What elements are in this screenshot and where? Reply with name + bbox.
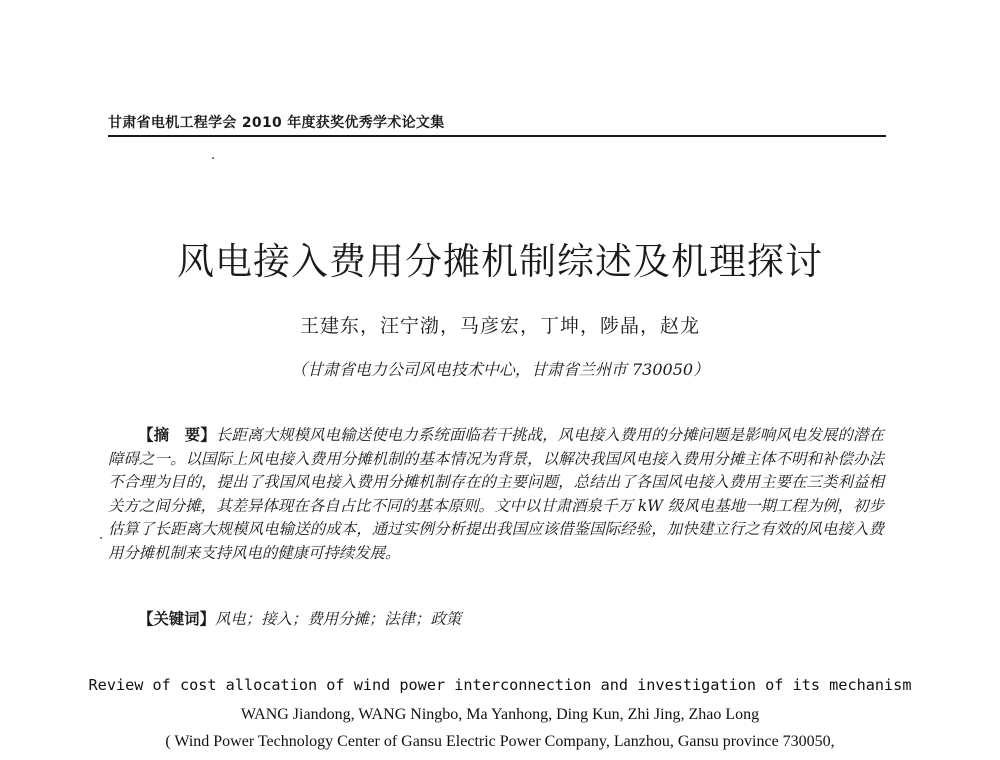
keywords-label: 【关键词】: [138, 610, 215, 628]
abstract-label: 【摘 要】: [138, 426, 216, 444]
scan-speck: [212, 157, 214, 159]
keywords-text: 风电；接入；费用分摊；法律；政策: [214, 610, 462, 628]
scan-speck: [100, 537, 102, 539]
english-authors: WANG Jiandong, WANG Ningbo, Ma Yanhong, Ding Kun, Zhi Jing, Zhao Long: [240, 706, 760, 723]
english-affiliation: ( Wind Power Technology Center of Gansu Electric Power Company, Lanzhou, Gansu province 730050,: [165, 733, 835, 750]
keywords: [138, 608, 884, 631]
affiliation: （甘肃省电力公司风电技术中心，甘肃省兰州市 730050）: [290, 360, 710, 379]
paper-title: 风电接入费用分摊机制综述及机理探讨: [177, 240, 823, 283]
abstract: [108, 424, 884, 566]
running-header: 甘肃省电机工程学会 2010 年度获奖优秀学术论文集: [108, 115, 445, 131]
author-list: 王建东，汪宁渤，马彦宏，丁坤，陟晶，赵龙: [299, 315, 700, 337]
abstract-text: 长距离大规模风电输送使电力系统面临若干挑战，风电接入费用的分摊问题是影响风电发展的潜在障碍之一。以国际上风电接入费用分摊机制的基本情况为背景，以解决我国风电接入费用分摊主体不明和补偿办法不合理为目的，提出了我国风电接入费用分摊机制存在的主要问题，总结出了各国风电接入费用主要在三类利益相关方之间分摊，其差异体现在各自占比不同的基本原则。文中以甘肃酒泉千万 kW 级风电基地一期工程为例，初步估算了长距离大规模风电输送的成本，通过实例分析提出我国应该借鉴国际经验，加快建立行之有效的风电接入费用分摊机制来支持风电的健康可持续发展。: [108, 426, 884, 562]
header-rule: [108, 135, 886, 137]
english-title: Review of cost allocation of wind power interconnection and investigation of its mechanism: [88, 676, 912, 694]
